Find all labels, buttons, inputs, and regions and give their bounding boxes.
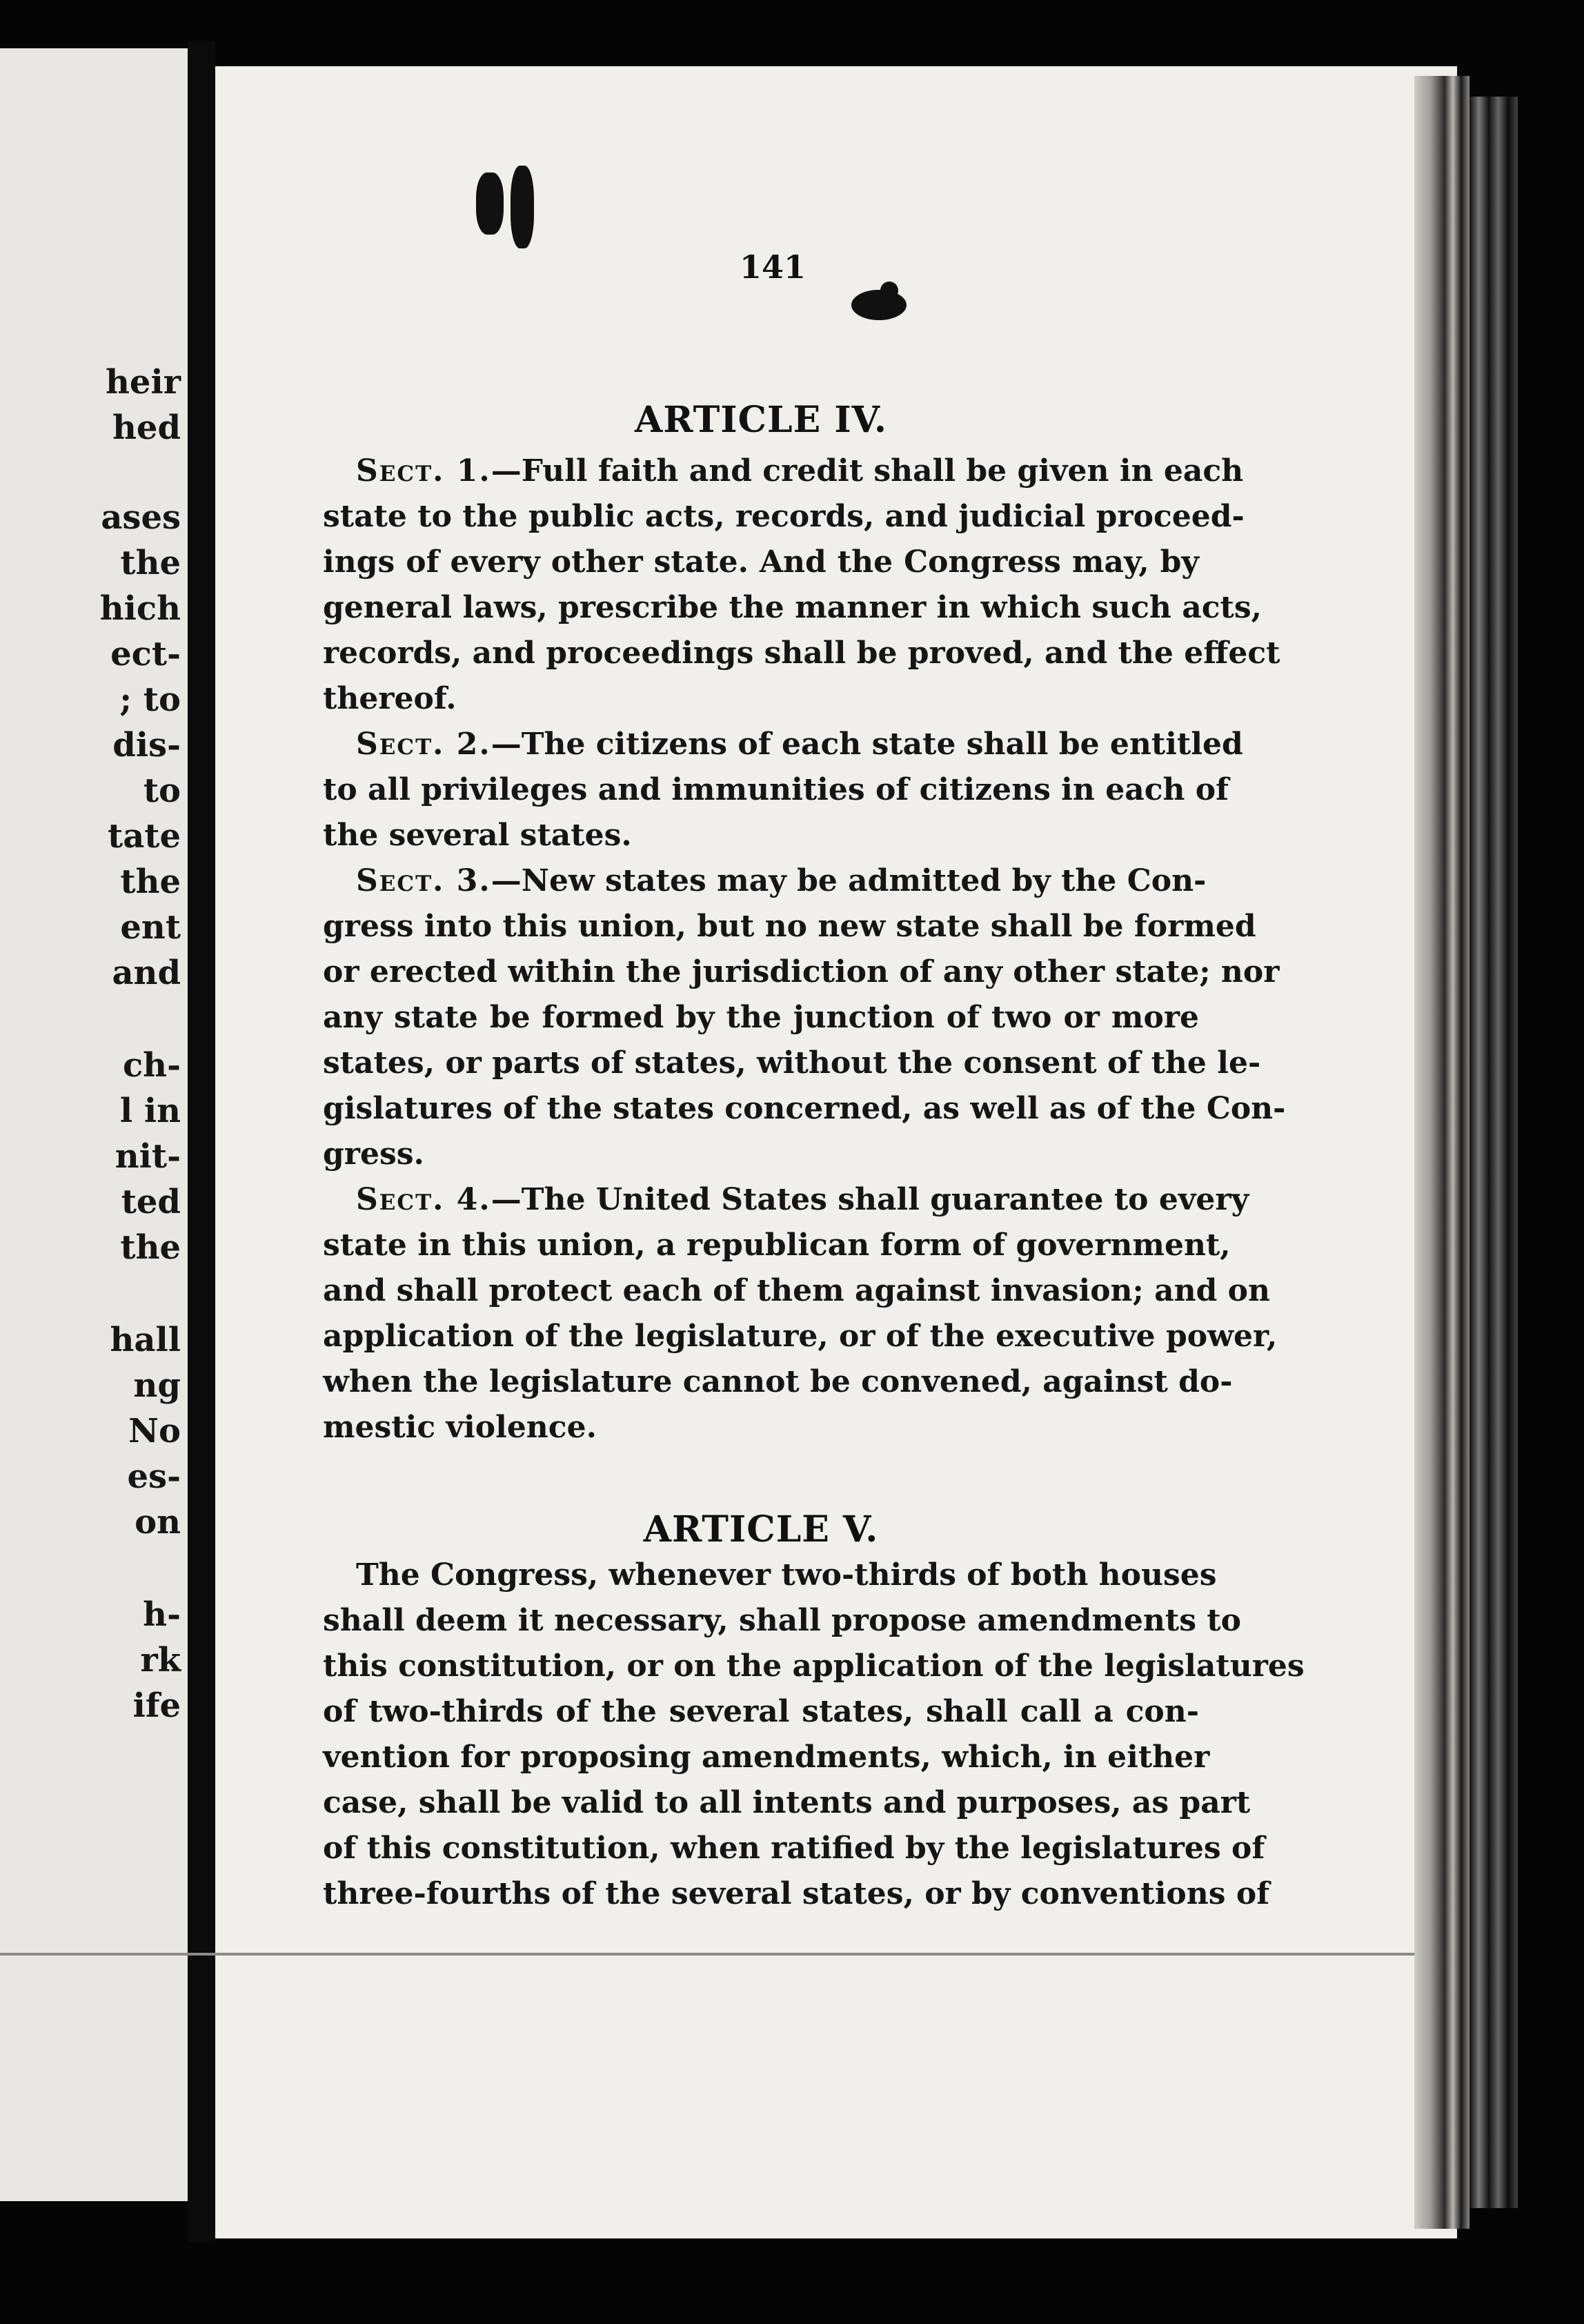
page-edge-stack-dark	[1469, 97, 1518, 2208]
facing-page-fragment: ted	[121, 1183, 181, 1221]
text-line: state to the public acts, records, and judicial proceed-	[323, 499, 1245, 534]
text-line: this constitution, or on the application of the legislatures	[323, 1648, 1305, 1684]
facing-page-fragment: ases	[101, 498, 181, 537]
facing-page-fragment: hich	[99, 589, 181, 628]
text-line: states, or parts of states, without the consent of the le-	[323, 1045, 1261, 1081]
text-line: application of the legislature, or of the executive power,	[323, 1319, 1278, 1354]
facing-page-fragment: ect-	[110, 635, 181, 673]
facing-page-fragment: hall	[110, 1321, 181, 1359]
line-text: —The citizens of each state shall be entitled	[491, 727, 1243, 762]
text-line: ings of every other state. And the Congress may, by	[323, 544, 1199, 580]
text-line: general laws, prescribe the manner in which such acts,	[323, 590, 1262, 625]
text-line: three-fourths of the several states, or by conventions of	[323, 1876, 1270, 1911]
facing-page-fragment: ; to	[119, 680, 181, 719]
line-text: —The United States shall guarantee to every	[491, 1182, 1249, 1217]
facing-page-fragment: on	[135, 1503, 181, 1542]
text-line: gress.	[323, 1136, 424, 1172]
text-line: The Congress, whenever two-thirds of both houses	[356, 1557, 1217, 1593]
facing-page-fragment: es-	[127, 1457, 181, 1496]
facing-page-fragment: the	[120, 544, 181, 582]
text-line: to all privileges and immunities of citizens in each of	[323, 772, 1229, 807]
facing-page-fragment: and	[112, 954, 181, 992]
section-lead: Sect. 1.	[356, 453, 491, 489]
text-line: any state be formed by the junction of two or more	[323, 1000, 1199, 1035]
facing-page-fragment: tate	[108, 817, 181, 856]
text-line: the several states.	[323, 818, 632, 853]
line-text: —Full faith and credit shall be given in each	[491, 453, 1244, 489]
article-4-heading: ARTICLE IV.	[634, 399, 888, 441]
facing-page-fragment: ife	[132, 1686, 181, 1725]
text-line: vention for proposing amendments, which, in either	[323, 1740, 1210, 1775]
section-lead: Sect. 4.	[356, 1182, 491, 1217]
article-4-section-4	[323, 1177, 1278, 1450]
book-gutter	[188, 41, 215, 2243]
text-line: mestic violence.	[323, 1410, 597, 1445]
text-line: gislatures of the states concerned, as well as of the Con-	[323, 1091, 1286, 1126]
facing-page-fragment: l in	[119, 1092, 181, 1130]
facing-page-fragment: ch-	[122, 1046, 181, 1085]
text-line: of this constitution, when ratified by the legislatures of	[323, 1831, 1265, 1866]
page-edge-stack	[1414, 76, 1469, 2229]
ink-blot	[880, 282, 898, 299]
facing-page-fragment: dis-	[112, 726, 181, 765]
article-5-heading: ARTICLE V.	[643, 1508, 879, 1550]
scan-rule-line	[0, 1953, 1414, 1956]
text-line: when the legislature cannot be convened, against do-	[323, 1364, 1233, 1399]
text-line: or erected within the jurisdiction of any other state; nor	[323, 954, 1280, 989]
facing-page-fragment: rk	[140, 1641, 181, 1680]
text-line	[323, 449, 1244, 494]
text-line	[323, 722, 1243, 767]
facing-page-fragment: the	[120, 863, 181, 901]
facing-page-fragment: No	[128, 1412, 181, 1450]
text-line: records, and proceedings shall be proved, and the effect	[323, 636, 1280, 671]
ink-blot	[511, 166, 534, 248]
ink-blot	[851, 290, 907, 320]
section-lead: Sect. 2.	[356, 727, 491, 762]
text-line: thereof.	[323, 681, 457, 716]
facing-page-fragment: ent	[120, 908, 181, 947]
text-line: of two-thirds of the several states, shall call a con-	[323, 1694, 1199, 1729]
text-line: gress into this union, but no new state shall be formed	[323, 909, 1256, 944]
text-line: state in this union, a republican form of government,	[323, 1228, 1231, 1263]
facing-page-fragment: h-	[143, 1595, 181, 1634]
facing-page-fragment: heir	[106, 363, 181, 402]
ink-blot	[476, 173, 504, 235]
facing-page-fragment: nit-	[115, 1137, 181, 1176]
facing-page-fragment: the	[120, 1228, 181, 1267]
article-4-section-2	[323, 722, 1243, 858]
facing-page-fragment: ng	[133, 1366, 181, 1405]
text-line: case, shall be valid to all intents and purposes, as part	[323, 1785, 1251, 1820]
facing-page-fragment: to	[143, 771, 181, 810]
page-number: 141	[739, 248, 806, 286]
article-4-section-3	[323, 858, 1286, 1177]
facing-page-fragment: hed	[112, 408, 181, 447]
facing-page-left	[0, 48, 188, 2201]
article-4-section-1	[323, 449, 1280, 722]
text-line	[323, 1177, 1249, 1223]
text-line: shall deem it necessary, shall propose amendments to	[323, 1603, 1241, 1638]
text-line: and shall protect each of them against invasion; and on	[323, 1273, 1271, 1308]
article-5-body	[323, 1553, 1305, 1917]
line-text: —New states may be admitted by the Con-	[491, 863, 1207, 898]
text-line	[323, 858, 1207, 904]
section-lead: Sect. 3.	[356, 863, 491, 898]
